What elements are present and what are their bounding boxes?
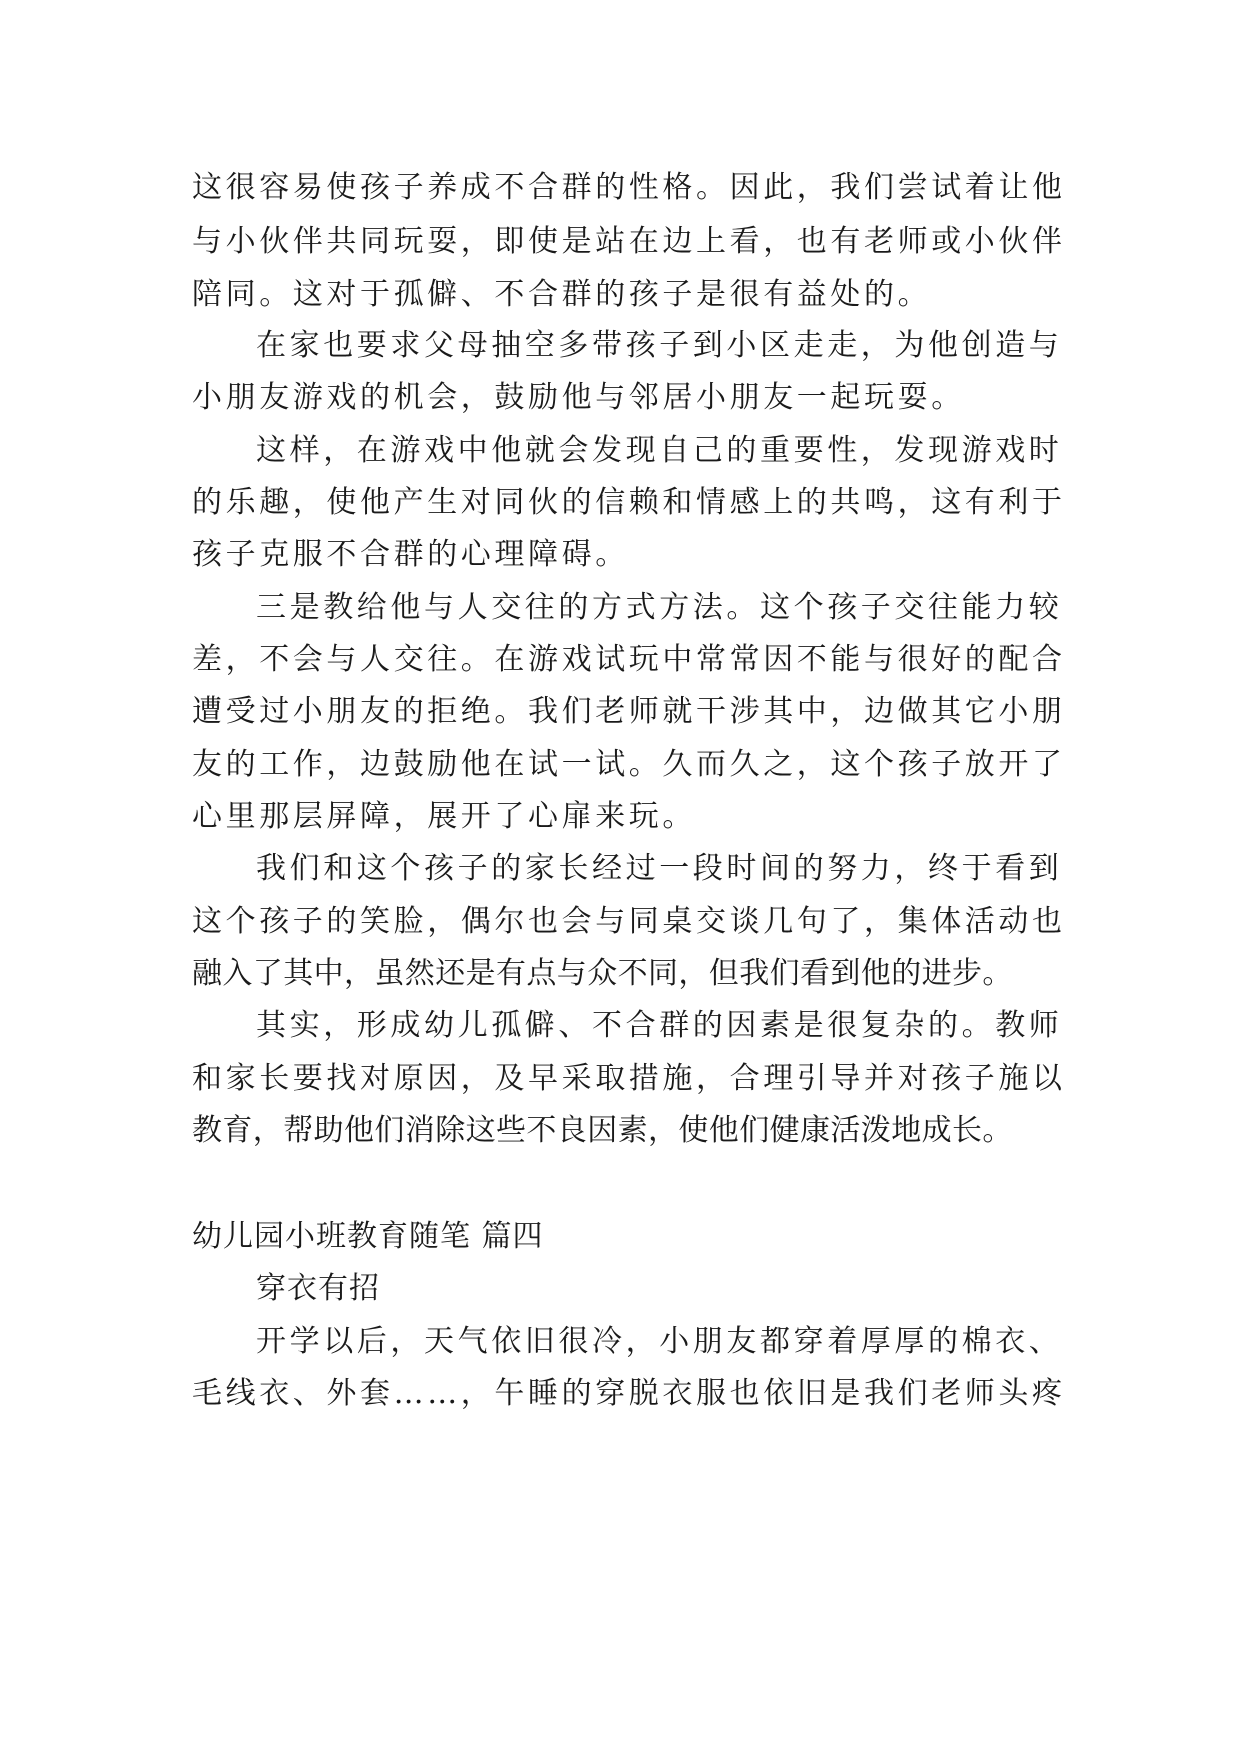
text-line-4: 在家也要求父母抽空多带孩子到小区走走，为他创造与 [256,328,1063,363]
text-line-20: 开学以后，天气依旧很冷，小朋友都穿着厚厚的棉衣、 [256,1324,1063,1359]
text-line-10: 差，不会与人交往。在游戏试玩中常常因不能与很好的配合 [192,642,1066,677]
text-line-9: 三是教给他与人交往的方式方法。这个孩子交往能力较 [256,590,1063,625]
text-line-13: 心里那层屏障，展开了心扉来玩。 [192,799,696,834]
text-line-5: 小朋友游戏的机会，鼓励他与邻居小朋友一起玩耍。 [192,380,965,415]
text-line-18: 和家长要找对原因，及早采取措施，合理引导并对孩子施以 [192,1061,1066,1096]
text-line-16: 融入了其中，虽然还是有点与众不同，但我们看到他的进步。 [192,956,1013,991]
text-line-2: 与小伙伴共同玩耍，即使是站在边上看，也有老师或小伙伴 [192,224,1066,259]
text-line-1: 这很容易使孩子养成不合群的性格。因此，我们尝试着让他 [192,170,1066,205]
text-line-7: 的乐趣，使他产生对同伙的信赖和情感上的共鸣，这有利于 [192,485,1066,520]
text-line-12: 友的工作，边鼓励他在试一试。久而久之，这个孩子放开了 [192,747,1066,782]
text-line-3: 陪同。这对于孤僻、不合群的孩子是很有益处的。 [192,277,932,312]
text-line-6: 这样，在游戏中他就会发现自己的重要性，发现游戏时 [256,433,1063,468]
text-line-21: 毛线衣、外套……，午睡的穿脱衣服也依旧是我们老师头疼 [192,1376,1066,1411]
section-subtitle: 穿衣有招 [256,1271,380,1306]
text-line-8: 孩子克服不合群的心理障碍。 [192,537,629,572]
text-line-19: 教育，帮助他们消除这些不良因素，使他们健康活泼地成长。 [192,1113,1013,1148]
text-line-17: 其实，形成幼儿孤僻、不合群的因素是很复杂的。教师 [256,1008,1063,1043]
text-line-11: 遭受过小朋友的拒绝。我们老师就干涉其中，边做其它小朋 [192,694,1066,729]
section-heading: 幼儿园小班教育随笔 篇四 [192,1219,544,1254]
text-line-15: 这个孩子的笑脸，偶尔也会与同桌交谈几句了，集体活动也 [192,904,1066,939]
text-line-14: 我们和这个孩子的家长经过一段时间的努力，终于看到 [256,851,1063,886]
